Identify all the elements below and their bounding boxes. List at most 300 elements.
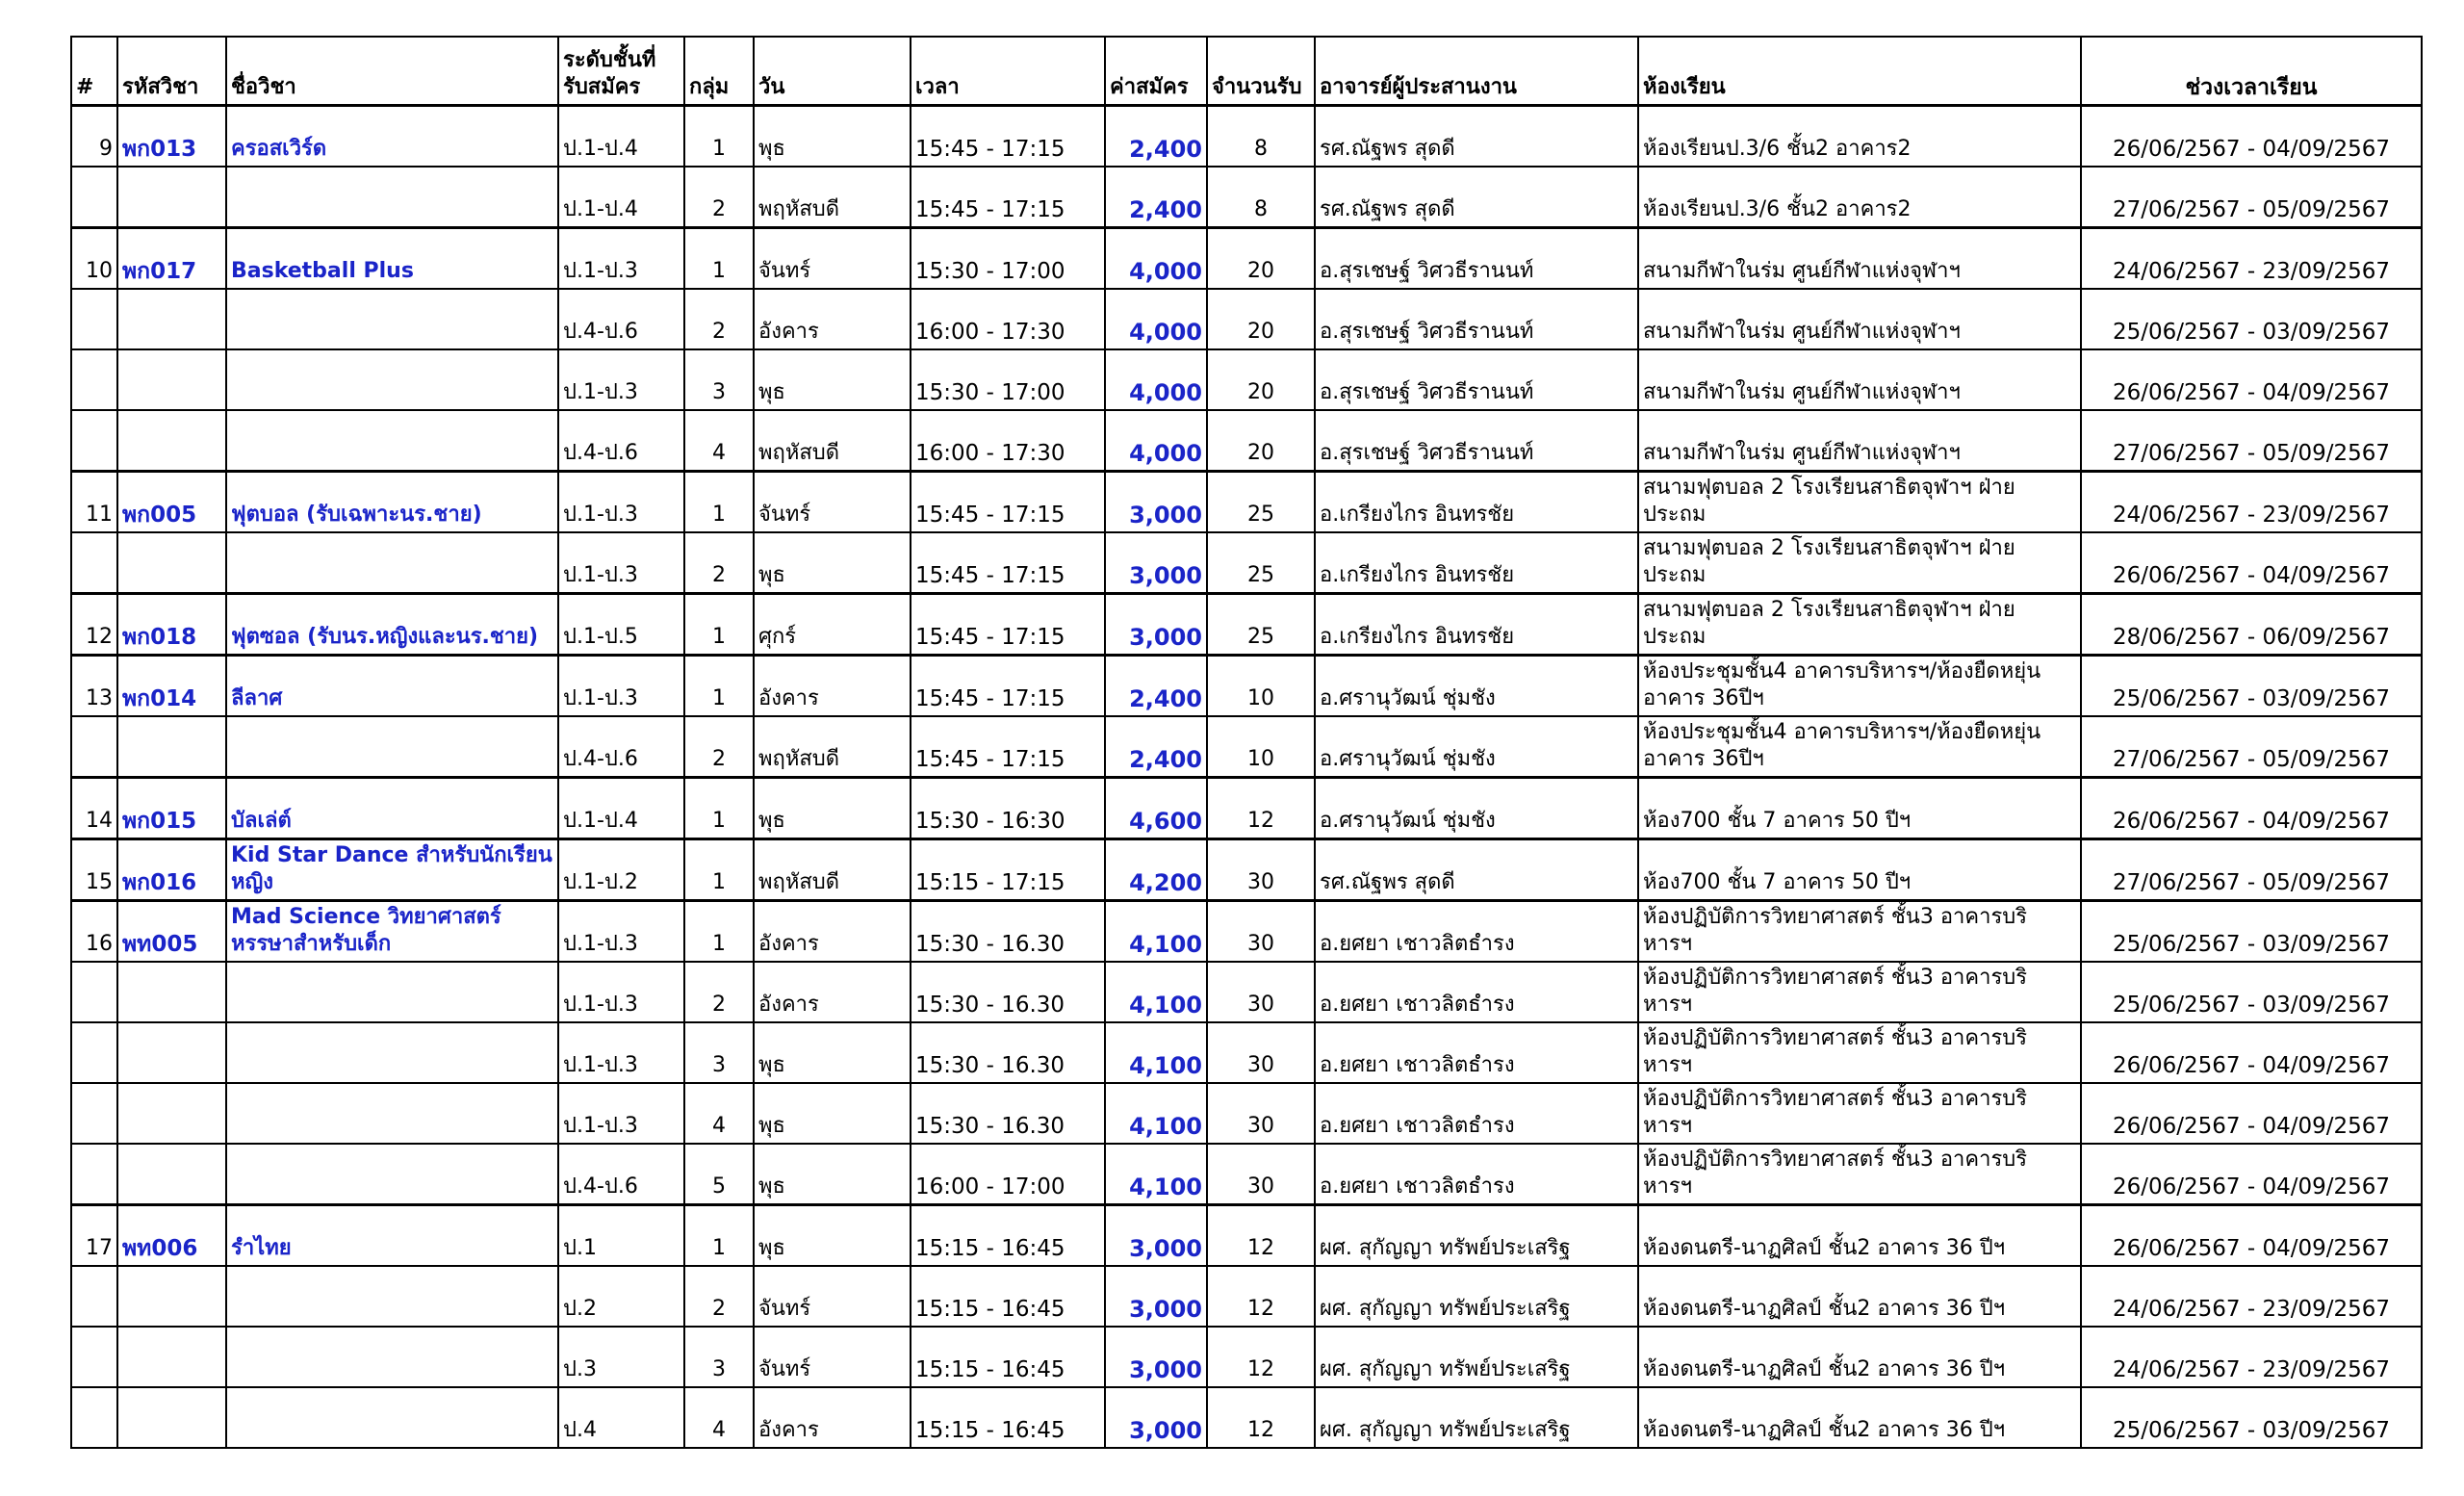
row-number	[71, 1083, 117, 1144]
fee-amount: 4,000	[1105, 410, 1207, 472]
teacher-name: ผศ. สุกัญญา ทรัพย์ประเสริฐ	[1315, 1205, 1638, 1267]
course-table	[70, 36, 2423, 1449]
weekday: พุธ	[754, 532, 911, 594]
room-location: ห้องเรียนป.3/6 ชั้น2 อาคาร2	[1638, 106, 2081, 168]
weekday: จันทร์	[754, 228, 911, 290]
fee-amount: 3,000	[1105, 1205, 1207, 1267]
room-location: สนามฟุตบอล 2 โรงเรียนสาธิตจุฬาฯ ฝ่ายประถม	[1638, 472, 2081, 533]
capacity-count: 8	[1207, 106, 1315, 168]
time-slot: 15:15 - 17:15	[911, 839, 1105, 901]
capacity-count: 25	[1207, 532, 1315, 594]
course-name	[226, 532, 558, 594]
fee-amount: 4,100	[1105, 962, 1207, 1022]
table-row	[71, 839, 2422, 901]
course-code	[117, 716, 226, 778]
fee-amount: 4,100	[1105, 1083, 1207, 1144]
table-row	[71, 594, 2422, 656]
study-period: 26/06/2567 - 04/09/2567	[2081, 106, 2422, 168]
header-fee: ค่าสมัคร	[1105, 37, 1207, 106]
weekday: พฤหัสบดี	[754, 410, 911, 472]
time-slot: 15:30 - 17:00	[911, 349, 1105, 410]
header-capacity: จำนวนรับ	[1207, 37, 1315, 106]
course-name: ลีลาศ	[226, 656, 558, 717]
group-number: 1	[684, 901, 754, 963]
weekday: พุธ	[754, 106, 911, 168]
capacity-count: 10	[1207, 716, 1315, 778]
table-row	[71, 716, 2422, 778]
study-period: 28/06/2567 - 06/09/2567	[2081, 594, 2422, 656]
course-name	[226, 167, 558, 228]
weekday: อังคาร	[754, 901, 911, 963]
group-number: 4	[684, 1387, 754, 1448]
time-slot: 15:45 - 17:15	[911, 167, 1105, 228]
study-period: 25/06/2567 - 03/09/2567	[2081, 656, 2422, 717]
teacher-name: อ.เกรียงไกร อินทรชัย	[1315, 472, 1638, 533]
room-location: สนามกีฬาในร่ม ศูนย์กีฬาแห่งจุฬาฯ	[1638, 289, 2081, 349]
row-number	[71, 1144, 117, 1205]
grade-level: ป.4-ป.6	[558, 1144, 684, 1205]
weekday: พุธ	[754, 1083, 911, 1144]
teacher-name: อ.เกรียงไกร อินทรชัย	[1315, 594, 1638, 656]
time-slot: 15:45 - 17:15	[911, 472, 1105, 533]
study-period: 25/06/2567 - 03/09/2567	[2081, 289, 2422, 349]
table-row	[71, 1387, 2422, 1448]
fee-amount: 3,000	[1105, 532, 1207, 594]
study-period: 24/06/2567 - 23/09/2567	[2081, 1266, 2422, 1327]
group-number: 3	[684, 349, 754, 410]
time-slot: 15:45 - 17:15	[911, 656, 1105, 717]
course-code	[117, 410, 226, 472]
row-number	[71, 349, 117, 410]
teacher-name: อ.สุรเชษฐ์ วิศวธีรานนท์	[1315, 349, 1638, 410]
time-slot: 15:30 - 16.30	[911, 1022, 1105, 1083]
course-code: พก013	[117, 106, 226, 168]
course-code	[117, 167, 226, 228]
capacity-count: 25	[1207, 594, 1315, 656]
course-code	[117, 1083, 226, 1144]
teacher-name: รศ.ณัฐพร สุดดี	[1315, 839, 1638, 901]
weekday: พุธ	[754, 349, 911, 410]
group-number: 5	[684, 1144, 754, 1205]
weekday: พฤหัสบดี	[754, 167, 911, 228]
table-row	[71, 106, 2422, 168]
fee-amount: 4,600	[1105, 778, 1207, 839]
study-period: 27/06/2567 - 05/09/2567	[2081, 167, 2422, 228]
group-number: 2	[684, 289, 754, 349]
course-name	[226, 1144, 558, 1205]
course-name: Mad Science วิทยาศาสตร์หรรษาสำหรับเด็ก	[226, 901, 558, 963]
capacity-count: 12	[1207, 1266, 1315, 1327]
time-slot: 15:30 - 16.30	[911, 1083, 1105, 1144]
teacher-name: อ.ยศยา เชาวลิตธำรง	[1315, 901, 1638, 963]
study-period: 26/06/2567 - 04/09/2567	[2081, 1022, 2422, 1083]
grade-level: ป.1-ป.3	[558, 532, 684, 594]
group-number: 1	[684, 1205, 754, 1267]
teacher-name: รศ.ณัฐพร สุดดี	[1315, 106, 1638, 168]
fee-amount: 4,200	[1105, 839, 1207, 901]
grade-level: ป.1-ป.3	[558, 349, 684, 410]
time-slot: 16:00 - 17:00	[911, 1144, 1105, 1205]
grade-level: ป.1-ป.3	[558, 656, 684, 717]
room-location: ห้อง700 ชั้น 7 อาคาร 50 ปีฯ	[1638, 778, 2081, 839]
header-code: รหัสวิชา	[117, 37, 226, 106]
group-number: 3	[684, 1022, 754, 1083]
table-row	[71, 1205, 2422, 1267]
fee-amount: 4,100	[1105, 1144, 1207, 1205]
room-location: ห้องปฏิบัติการวิทยาศาสตร์ ชั้น3 อาคารบริหารฯ	[1638, 1022, 2081, 1083]
fee-amount: 2,400	[1105, 716, 1207, 778]
course-code	[117, 1387, 226, 1448]
course-name: รำไทย	[226, 1205, 558, 1267]
table-row	[71, 1327, 2422, 1387]
study-period: 26/06/2567 - 04/09/2567	[2081, 778, 2422, 839]
course-code: พท005	[117, 901, 226, 963]
time-slot: 15:15 - 16:45	[911, 1266, 1105, 1327]
course-code	[117, 1144, 226, 1205]
weekday: พุธ	[754, 1144, 911, 1205]
time-slot: 15:45 - 17:15	[911, 716, 1105, 778]
group-number: 3	[684, 1327, 754, 1387]
header-room: ห้องเรียน	[1638, 37, 2081, 106]
fee-amount: 2,400	[1105, 656, 1207, 717]
weekday: พฤหัสบดี	[754, 716, 911, 778]
header-num: #	[71, 37, 117, 106]
row-number	[71, 1387, 117, 1448]
grade-level: ป.4-ป.6	[558, 716, 684, 778]
weekday: ศุกร์	[754, 594, 911, 656]
table-row	[71, 1022, 2422, 1083]
table-row	[71, 228, 2422, 290]
row-number	[71, 1266, 117, 1327]
course-name	[226, 289, 558, 349]
time-slot: 15:30 - 16.30	[911, 962, 1105, 1022]
study-period: 26/06/2567 - 04/09/2567	[2081, 1144, 2422, 1205]
grade-level: ป.4-ป.6	[558, 289, 684, 349]
table-row	[71, 962, 2422, 1022]
course-code: พก016	[117, 839, 226, 901]
header-row	[71, 37, 2422, 106]
group-number: 2	[684, 716, 754, 778]
course-name: Basketball Plus	[226, 228, 558, 290]
course-name	[226, 1387, 558, 1448]
grade-level: ป.1-ป.3	[558, 1083, 684, 1144]
study-period: 26/06/2567 - 04/09/2567	[2081, 1205, 2422, 1267]
weekday: พฤหัสบดี	[754, 839, 911, 901]
group-number: 4	[684, 1083, 754, 1144]
group-number: 4	[684, 410, 754, 472]
course-code	[117, 1022, 226, 1083]
weekday: อังคาร	[754, 1387, 911, 1448]
table-row	[71, 778, 2422, 839]
row-number	[71, 532, 117, 594]
table-row	[71, 901, 2422, 963]
time-slot: 15:45 - 17:15	[911, 106, 1105, 168]
group-number: 1	[684, 106, 754, 168]
course-name: บัลเล่ต์	[226, 778, 558, 839]
teacher-name: อ.เกรียงไกร อินทรชัย	[1315, 532, 1638, 594]
row-number	[71, 167, 117, 228]
room-location: สนามฟุตบอล 2 โรงเรียนสาธิตจุฬาฯ ฝ่ายประถม	[1638, 594, 2081, 656]
weekday: จันทร์	[754, 472, 911, 533]
capacity-count: 30	[1207, 839, 1315, 901]
weekday: พุธ	[754, 778, 911, 839]
time-slot: 15:30 - 16.30	[911, 901, 1105, 963]
teacher-name: ผศ. สุกัญญา ทรัพย์ประเสริฐ	[1315, 1387, 1638, 1448]
course-code	[117, 289, 226, 349]
header-teacher: อาจารย์ผู้ประสานงาน	[1315, 37, 1638, 106]
grade-level: ป.1-ป.4	[558, 167, 684, 228]
room-location: ห้องดนตรี-นาฏศิลป์ ชั้น2 อาคาร 36 ปีฯ	[1638, 1205, 2081, 1267]
table-row	[71, 472, 2422, 533]
capacity-count: 10	[1207, 656, 1315, 717]
course-name	[226, 1083, 558, 1144]
room-location: ห้องดนตรี-นาฏศิลป์ ชั้น2 อาคาร 36 ปีฯ	[1638, 1387, 2081, 1448]
grade-level: ป.1-ป.3	[558, 962, 684, 1022]
teacher-name: ผศ. สุกัญญา ทรัพย์ประเสริฐ	[1315, 1266, 1638, 1327]
study-period: 25/06/2567 - 03/09/2567	[2081, 1387, 2422, 1448]
course-name: ฟุตซอล (รับนร.หญิงและนร.ชาย)	[226, 594, 558, 656]
course-name: Kid Star Dance สำหรับนักเรียนหญิง	[226, 839, 558, 901]
row-number	[71, 716, 117, 778]
course-code	[117, 1266, 226, 1327]
room-location: ห้องเรียนป.3/6 ชั้น2 อาคาร2	[1638, 167, 2081, 228]
group-number: 1	[684, 656, 754, 717]
room-location: ห้องปฏิบัติการวิทยาศาสตร์ ชั้น3 อาคารบริหารฯ	[1638, 1083, 2081, 1144]
row-number	[71, 410, 117, 472]
table-row	[71, 532, 2422, 594]
grade-level: ป.1-ป.4	[558, 778, 684, 839]
fee-amount: 3,000	[1105, 1327, 1207, 1387]
row-number	[71, 289, 117, 349]
course-code: พก018	[117, 594, 226, 656]
teacher-name: อ.ศรานุวัฒน์ ชุ่มชัง	[1315, 656, 1638, 717]
teacher-name: อ.ยศยา เชาวลิตธำรง	[1315, 1083, 1638, 1144]
capacity-count: 20	[1207, 289, 1315, 349]
room-location: สนามกีฬาในร่ม ศูนย์กีฬาแห่งจุฬาฯ	[1638, 349, 2081, 410]
capacity-count: 30	[1207, 1022, 1315, 1083]
study-period: 27/06/2567 - 05/09/2567	[2081, 839, 2422, 901]
capacity-count: 20	[1207, 349, 1315, 410]
course-code	[117, 532, 226, 594]
weekday: จันทร์	[754, 1327, 911, 1387]
fee-amount: 4,000	[1105, 289, 1207, 349]
fee-amount: 3,000	[1105, 1266, 1207, 1327]
room-location: ห้องปฏิบัติการวิทยาศาสตร์ ชั้น3 อาคารบริหารฯ	[1638, 962, 2081, 1022]
study-period: 27/06/2567 - 05/09/2567	[2081, 410, 2422, 472]
room-location: ห้องปฏิบัติการวิทยาศาสตร์ ชั้น3 อาคารบริหารฯ	[1638, 901, 2081, 963]
row-number: 11	[71, 472, 117, 533]
fee-amount: 4,100	[1105, 901, 1207, 963]
grade-level: ป.1-ป.3	[558, 901, 684, 963]
fee-amount: 3,000	[1105, 1387, 1207, 1448]
row-number: 14	[71, 778, 117, 839]
row-number: 13	[71, 656, 117, 717]
capacity-count: 8	[1207, 167, 1315, 228]
capacity-count: 12	[1207, 1205, 1315, 1267]
weekday: จันทร์	[754, 1266, 911, 1327]
fee-amount: 3,000	[1105, 472, 1207, 533]
course-code: พก005	[117, 472, 226, 533]
teacher-name: อ.ยศยา เชาวลิตธำรง	[1315, 962, 1638, 1022]
group-number: 2	[684, 532, 754, 594]
grade-level: ป.1-ป.3	[558, 228, 684, 290]
group-number: 1	[684, 472, 754, 533]
fee-amount: 4,000	[1105, 349, 1207, 410]
grade-level: ป.1-ป.3	[558, 1022, 684, 1083]
course-name	[226, 1022, 558, 1083]
course-name	[226, 716, 558, 778]
capacity-count: 12	[1207, 1327, 1315, 1387]
group-number: 2	[684, 962, 754, 1022]
weekday: พุธ	[754, 1205, 911, 1267]
course-code: พก015	[117, 778, 226, 839]
capacity-count: 25	[1207, 472, 1315, 533]
study-period: 26/06/2567 - 04/09/2567	[2081, 349, 2422, 410]
course-name	[226, 349, 558, 410]
room-location: สนามกีฬาในร่ม ศูนย์กีฬาแห่งจุฬาฯ	[1638, 410, 2081, 472]
time-slot: 16:00 - 17:30	[911, 410, 1105, 472]
teacher-name: รศ.ณัฐพร สุดดี	[1315, 167, 1638, 228]
capacity-count: 30	[1207, 962, 1315, 1022]
grade-level: ป.1-ป.3	[558, 472, 684, 533]
table-row	[71, 349, 2422, 410]
row-number	[71, 1022, 117, 1083]
teacher-name: อ.ยศยา เชาวลิตธำรง	[1315, 1022, 1638, 1083]
room-location: สนามฟุตบอล 2 โรงเรียนสาธิตจุฬาฯ ฝ่ายประถม	[1638, 532, 2081, 594]
teacher-name: อ.สุรเชษฐ์ วิศวธีรานนท์	[1315, 228, 1638, 290]
course-code: พท006	[117, 1205, 226, 1267]
course-code	[117, 1327, 226, 1387]
course-code	[117, 962, 226, 1022]
study-period: 24/06/2567 - 23/09/2567	[2081, 472, 2422, 533]
room-location: ห้องประชุมชั้น4 อาคารบริหารฯ/ห้องยืดหยุ่น อาคาร 36ปีฯ	[1638, 656, 2081, 717]
grade-level: ป.2	[558, 1266, 684, 1327]
course-code: พก017	[117, 228, 226, 290]
teacher-name: อ.ยศยา เชาวลิตธำรง	[1315, 1144, 1638, 1205]
table-row	[71, 1144, 2422, 1205]
course-name	[226, 962, 558, 1022]
grade-level: ป.4-ป.6	[558, 410, 684, 472]
row-number	[71, 1327, 117, 1387]
row-number	[71, 962, 117, 1022]
room-location: ห้องปฏิบัติการวิทยาศาสตร์ ชั้น3 อาคารบริหารฯ	[1638, 1144, 2081, 1205]
capacity-count: 12	[1207, 1387, 1315, 1448]
grade-level: ป.1	[558, 1205, 684, 1267]
teacher-name: ผศ. สุกัญญา ทรัพย์ประเสริฐ	[1315, 1327, 1638, 1387]
grade-level: ป.1-ป.2	[558, 839, 684, 901]
group-number: 1	[684, 594, 754, 656]
fee-amount: 3,000	[1105, 594, 1207, 656]
course-name	[226, 1327, 558, 1387]
table-row	[71, 1083, 2422, 1144]
group-number: 2	[684, 1266, 754, 1327]
table-row	[71, 656, 2422, 717]
capacity-count: 30	[1207, 1083, 1315, 1144]
header-name: ชื่อวิชา	[226, 37, 558, 106]
room-location: ห้องดนตรี-นาฏศิลป์ ชั้น2 อาคาร 36 ปีฯ	[1638, 1266, 2081, 1327]
study-period: 26/06/2567 - 04/09/2567	[2081, 532, 2422, 594]
room-location: ห้อง700 ชั้น 7 อาคาร 50 ปีฯ	[1638, 839, 2081, 901]
fee-amount: 2,400	[1105, 167, 1207, 228]
time-slot: 15:30 - 16:30	[911, 778, 1105, 839]
table-row	[71, 410, 2422, 472]
fee-amount: 2,400	[1105, 106, 1207, 168]
table-row	[71, 167, 2422, 228]
group-number: 1	[684, 778, 754, 839]
capacity-count: 30	[1207, 901, 1315, 963]
teacher-name: อ.ศรานุวัฒน์ ชุ่มชัง	[1315, 716, 1638, 778]
course-name	[226, 410, 558, 472]
course-code: พก014	[117, 656, 226, 717]
time-slot: 16:00 - 17:30	[911, 289, 1105, 349]
capacity-count: 30	[1207, 1144, 1315, 1205]
capacity-count: 12	[1207, 778, 1315, 839]
weekday: พุธ	[754, 1022, 911, 1083]
header-day: วัน	[754, 37, 911, 106]
header-time: เวลา	[911, 37, 1105, 106]
grade-level: ป.1-ป.5	[558, 594, 684, 656]
grade-level: ป.4	[558, 1387, 684, 1448]
time-slot: 15:15 - 16:45	[911, 1387, 1105, 1448]
fee-amount: 4,000	[1105, 228, 1207, 290]
row-number: 9	[71, 106, 117, 168]
grade-level: ป.1-ป.4	[558, 106, 684, 168]
fee-amount: 4,100	[1105, 1022, 1207, 1083]
course-name: ครอสเวิร์ด	[226, 106, 558, 168]
row-number: 15	[71, 839, 117, 901]
time-slot: 15:45 - 17:15	[911, 594, 1105, 656]
table-body	[71, 106, 2422, 1449]
table-row	[71, 289, 2422, 349]
grade-level: ป.3	[558, 1327, 684, 1387]
study-period: 26/06/2567 - 04/09/2567	[2081, 1083, 2422, 1144]
study-period: 24/06/2567 - 23/09/2567	[2081, 228, 2422, 290]
table-row	[71, 1266, 2422, 1327]
group-number: 1	[684, 839, 754, 901]
group-number: 2	[684, 167, 754, 228]
study-period: 25/06/2567 - 03/09/2567	[2081, 962, 2422, 1022]
header-group: กลุ่ม	[684, 37, 754, 106]
room-location: ห้องประชุมชั้น4 อาคารบริหารฯ/ห้องยืดหยุ่น อาคาร 36ปีฯ	[1638, 716, 2081, 778]
teacher-name: อ.ศรานุวัฒน์ ชุ่มชัง	[1315, 778, 1638, 839]
study-period: 27/06/2567 - 05/09/2567	[2081, 716, 2422, 778]
row-number: 16	[71, 901, 117, 963]
group-number: 1	[684, 228, 754, 290]
header-level: ระดับชั้นที่ รับสมัคร	[558, 37, 684, 106]
time-slot: 15:45 - 17:15	[911, 532, 1105, 594]
teacher-name: อ.สุรเชษฐ์ วิศวธีรานนท์	[1315, 289, 1638, 349]
room-location: ห้องดนตรี-นาฏศิลป์ ชั้น2 อาคาร 36 ปีฯ	[1638, 1327, 2081, 1387]
row-number: 17	[71, 1205, 117, 1267]
time-slot: 15:30 - 17:00	[911, 228, 1105, 290]
teacher-name: อ.สุรเชษฐ์ วิศวธีรานนท์	[1315, 410, 1638, 472]
row-number: 10	[71, 228, 117, 290]
header-period: ช่วงเวลาเรียน	[2081, 37, 2422, 106]
weekday: อังคาร	[754, 962, 911, 1022]
course-code	[117, 349, 226, 410]
capacity-count: 20	[1207, 410, 1315, 472]
study-period: 24/06/2567 - 23/09/2567	[2081, 1327, 2422, 1387]
time-slot: 15:15 - 16:45	[911, 1327, 1105, 1387]
study-period: 25/06/2567 - 03/09/2567	[2081, 901, 2422, 963]
course-name: ฟุตบอล (รับเฉพาะนร.ชาย)	[226, 472, 558, 533]
row-number: 12	[71, 594, 117, 656]
capacity-count: 20	[1207, 228, 1315, 290]
time-slot: 15:15 - 16:45	[911, 1205, 1105, 1267]
room-location: สนามกีฬาในร่ม ศูนย์กีฬาแห่งจุฬาฯ	[1638, 228, 2081, 290]
weekday: อังคาร	[754, 656, 911, 717]
course-name	[226, 1266, 558, 1327]
